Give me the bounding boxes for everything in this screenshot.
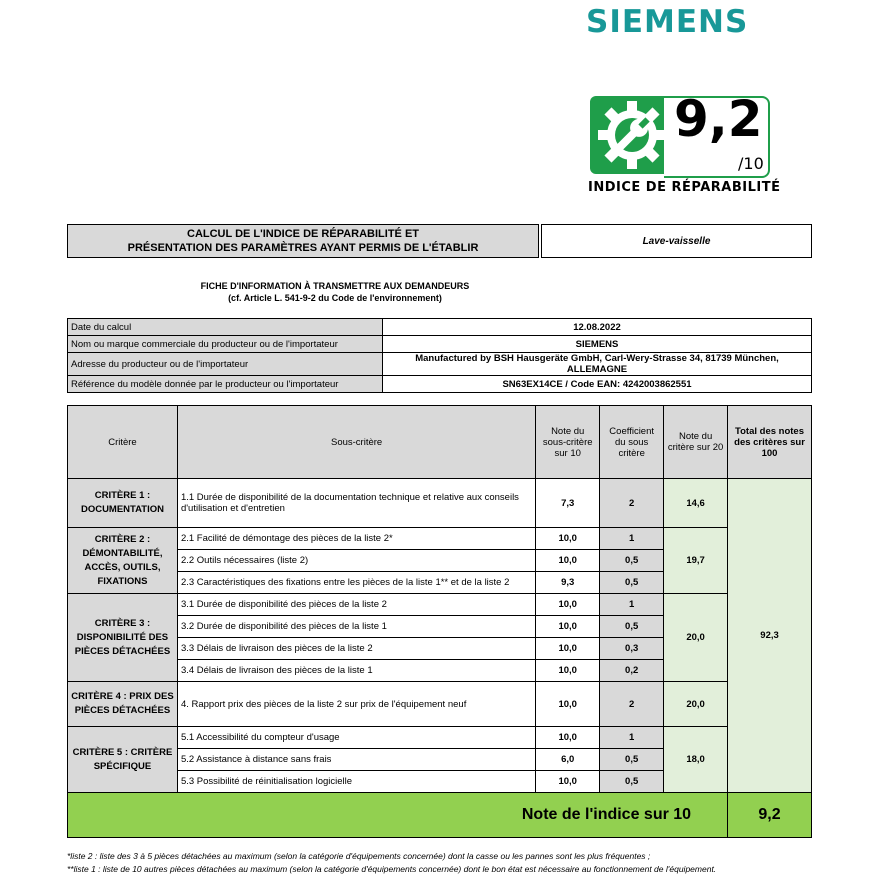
subcriterion-coef: 0,5 — [600, 771, 664, 793]
table-row — [68, 727, 812, 749]
subcriterion-coef: 2 — [600, 682, 664, 727]
header-total: Total des notes des critères sur 100 — [728, 406, 812, 479]
total-score: 92,3 — [728, 479, 812, 793]
header-note: Note du sous-critère sur 10 — [536, 406, 600, 479]
title-row — [67, 224, 812, 258]
subcriterion-coef: 0,5 — [600, 749, 664, 771]
criterion-name: CRITÈRE 1 : DOCUMENTATION — [68, 479, 178, 528]
header-note20: Note du critère sur 20 — [664, 406, 728, 479]
subcriterion-coef: 1 — [600, 528, 664, 550]
subcriterion-note: 6,0 — [536, 749, 600, 771]
subcriterion-note: 10,0 — [536, 550, 600, 572]
info-value: 12.08.2022 — [383, 319, 812, 336]
subcriterion-note: 10,0 — [536, 682, 600, 727]
subcriterion-coef: 0,5 — [600, 616, 664, 638]
subcriterion-note: 9,3 — [536, 572, 600, 594]
fiche-heading — [120, 280, 550, 304]
document-title — [67, 224, 539, 258]
siemens-logo: SIEMENS — [586, 4, 749, 40]
subcriterion-label: 5.3 Possibilité de réinitialisation logicielle — [177, 771, 535, 793]
subcriterion-coef: 0,2 — [600, 660, 664, 682]
info-value: Manufactured by BSH Hausgeräte GmbH, Carl-Wery-Strasse 34, 81739 München, ALLEMAGNE — [383, 353, 812, 376]
subcriterion-label: 5.2 Assistance à distance sans frais — [177, 749, 535, 771]
subcriterion-label: 3.3 Délais de livraison des pièces de la liste 2 — [177, 638, 535, 660]
subcriterion-label: 1.1 Durée de disponibilité de la documentation technique et relative aux conseils d'utilisation et d'entretien — [177, 479, 535, 528]
criterion-score: 20,0 — [664, 594, 728, 682]
subcriterion-note: 7,3 — [536, 479, 600, 528]
subcriterion-coef: 1 — [600, 727, 664, 749]
criterion-score: 19,7 — [664, 528, 728, 594]
table-row — [68, 479, 812, 528]
subcriterion-coef: 0,3 — [600, 638, 664, 660]
info-table — [67, 318, 812, 393]
title-line-2: PRÉSENTATION DES PARAMÈTRES AYANT PERMIS DE L'ÉTABLIR — [127, 242, 479, 254]
subcriterion-coef: 2 — [600, 479, 664, 528]
info-row — [68, 336, 812, 353]
subcriterion-note: 10,0 — [536, 660, 600, 682]
final-score-value: 9,2 — [728, 793, 812, 838]
fiche-line-2: (cf. Article L. 541-9-2 du Code de l'environnement) — [228, 293, 442, 303]
subcriterion-note: 10,0 — [536, 727, 600, 749]
info-label: Nom ou marque commerciale du producteur ou de l'importateur — [68, 336, 383, 353]
subcriterion-coef: 0,5 — [600, 550, 664, 572]
subcriterion-label: 3.4 Délais de livraison des pièces de la liste 1 — [177, 660, 535, 682]
subcriterion-label: 5.1 Accessibilité du compteur d'usage — [177, 727, 535, 749]
table-row — [68, 528, 812, 550]
info-label: Adresse du producteur ou de l'importateur — [68, 353, 383, 376]
subcriterion-label: 2.1 Facilité de démontage des pièces de la liste 2* — [177, 528, 535, 550]
info-row — [68, 376, 812, 393]
criterion-score: 18,0 — [664, 727, 728, 793]
score-denominator: /10 — [738, 154, 764, 173]
criterion-name: CRITÈRE 3 : DISPONIBILITÉ DES PIÈCES DÉTACHÉES — [68, 594, 178, 682]
criterion-name: CRITÈRE 5 : CRITÈRE SPÉCIFIQUE — [68, 727, 178, 793]
subcriterion-label: 4. Rapport prix des pièces de la liste 2 sur prix de l'équipement neuf — [177, 682, 535, 727]
footnotes — [67, 850, 867, 876]
criteria-table — [67, 405, 812, 838]
subcriterion-note: 10,0 — [536, 528, 600, 550]
info-row — [68, 353, 812, 376]
table-header-row — [68, 406, 812, 479]
subcriterion-note: 10,0 — [536, 616, 600, 638]
criterion-name: CRITÈRE 4 : PRIX DES PIÈCES DÉTACHÉES — [68, 682, 178, 727]
criterion-score: 20,0 — [664, 682, 728, 727]
final-score-row — [68, 793, 812, 838]
subcriterion-label: 2.2 Outils nécessaires (liste 2) — [177, 550, 535, 572]
subcriterion-note: 10,0 — [536, 638, 600, 660]
table-row — [68, 594, 812, 616]
header-coef: Coefficient du sous critère — [600, 406, 664, 479]
subcriterion-coef: 0,5 — [600, 572, 664, 594]
repairability-score: 9,2 — [674, 90, 763, 148]
footnote-list-1: **liste 1 : liste de 10 autres pièces détachées au maximum (selon la catégorie d'équipements concernée) dont le bon état est nécessaire au fonctionnement de l'équipement. — [67, 864, 717, 874]
table-row — [68, 682, 812, 727]
subcriterion-note: 10,0 — [536, 594, 600, 616]
product-type: Lave-vaisselle — [541, 224, 812, 258]
info-label: Date du calcul — [68, 319, 383, 336]
fiche-line-1: FICHE D'INFORMATION À TRANSMETTRE AUX DEMANDEURS — [200, 281, 470, 291]
badge-caption: INDICE DE RÉPARABILITÉ — [588, 180, 781, 195]
header-sous-critere: Sous-critère — [177, 406, 535, 479]
title-line-1: CALCUL DE L'INDICE DE RÉPARABILITÉ ET — [187, 228, 419, 240]
gear-wrench-icon — [590, 96, 674, 174]
footnote-list-2: *liste 2 : liste des 3 à 5 pièces détachées au maximum (selon la catégorie d'équipements concernée) dont la casse ou les pannes sont les plus fréquentes ; — [67, 851, 651, 861]
info-row — [68, 319, 812, 336]
criterion-name: CRITÈRE 2 : DÉMONTABILITÉ, ACCÈS, OUTILS, FIXATIONS — [68, 528, 178, 594]
subcriterion-coef: 1 — [600, 594, 664, 616]
repairability-badge — [588, 90, 781, 200]
subcriterion-note: 10,0 — [536, 771, 600, 793]
subcriterion-label: 3.2 Durée de disponibilité des pièces de la liste 1 — [177, 616, 535, 638]
info-value: SN63EX14CE / Code EAN: 4242003862551 — [383, 376, 812, 393]
header-critere: Critère — [68, 406, 178, 479]
info-value: SIEMENS — [383, 336, 812, 353]
criterion-score: 14,6 — [664, 479, 728, 528]
subcriterion-label: 3.1 Durée de disponibilité des pièces de la liste 2 — [177, 594, 535, 616]
info-label: Référence du modèle donnée par le producteur ou l'importateur — [68, 376, 383, 393]
final-score-label: Note de l'indice sur 10 — [68, 793, 728, 838]
subcriterion-label: 2.3 Caractéristiques des fixations entre les pièces de la liste 1** et de la liste 2 — [177, 572, 535, 594]
